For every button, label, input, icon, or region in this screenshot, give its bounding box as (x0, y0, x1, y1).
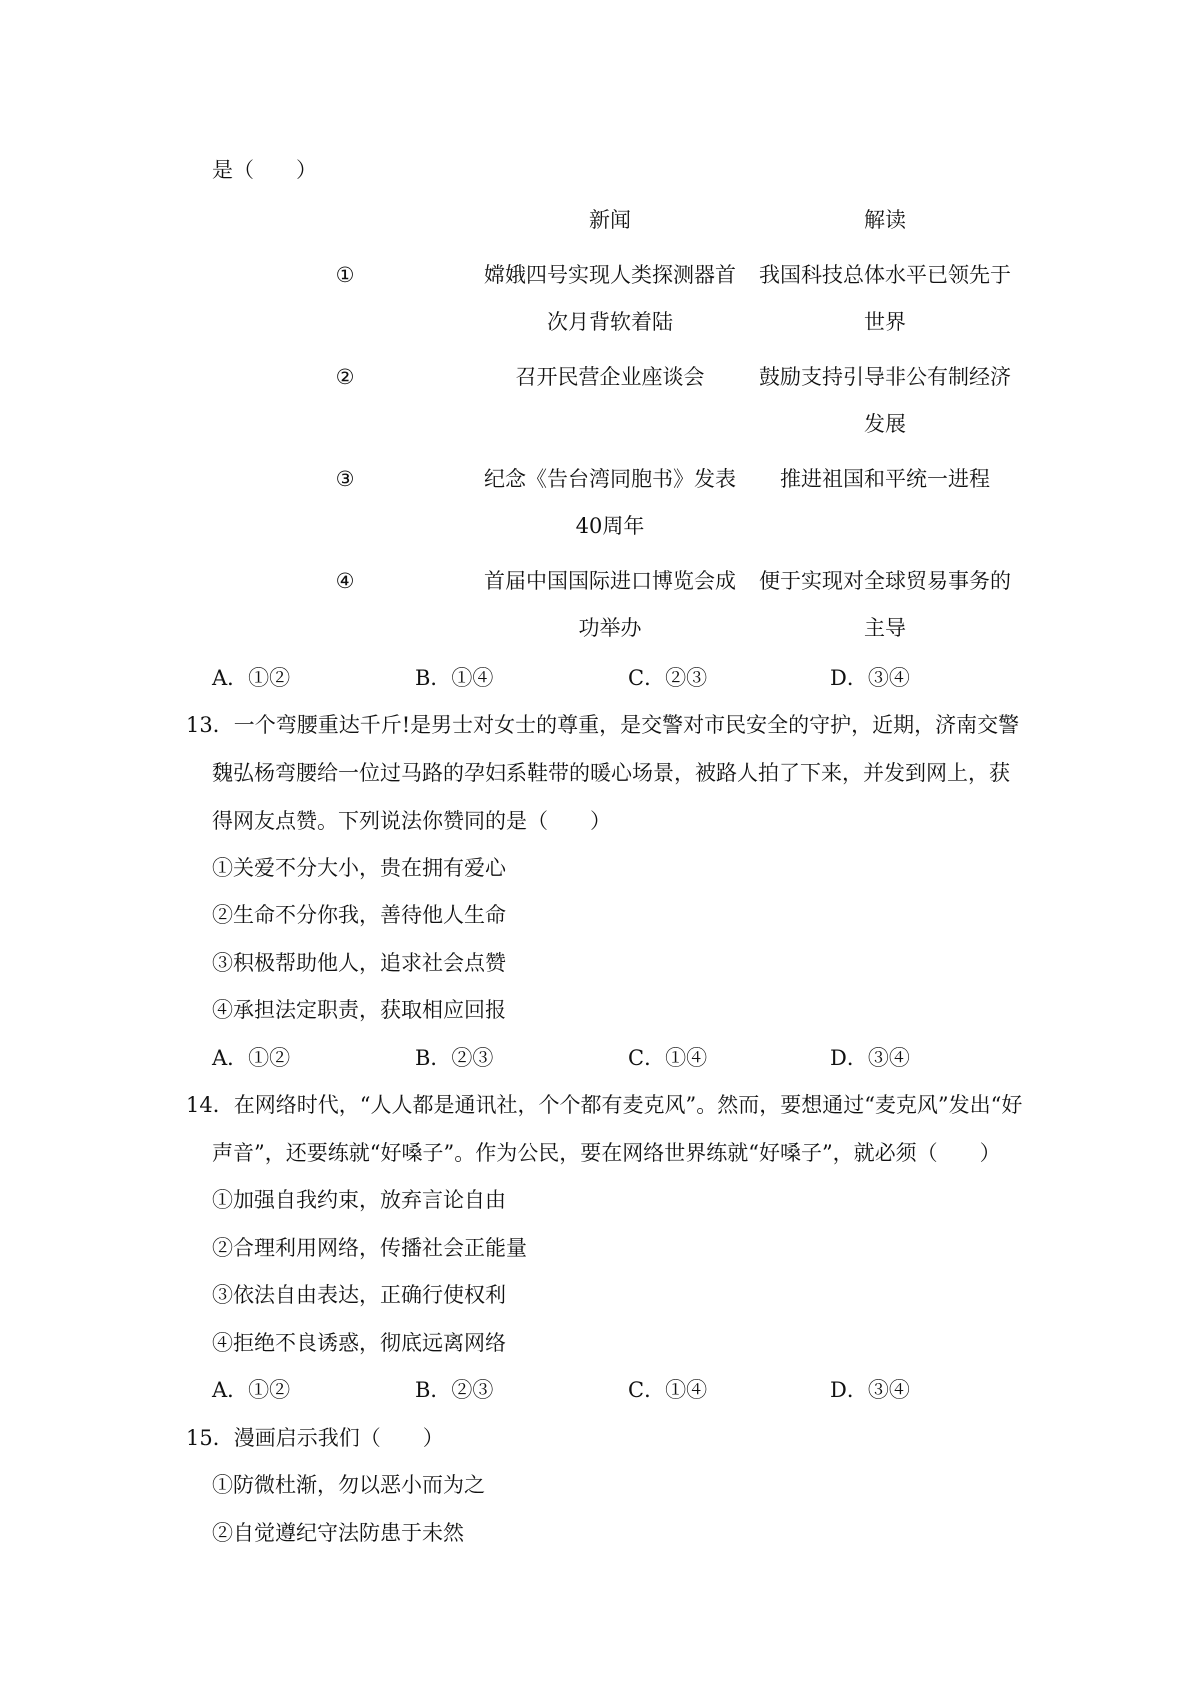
row-reading-line: 我国科技总体水平已领先于 (759, 263, 1011, 287)
table-header-news: 新闻 (589, 208, 631, 232)
choice-b[interactable]: B．①④ (415, 666, 494, 690)
q15-option: ①防微杜渐，勿以恶小而为之 (212, 1473, 485, 1497)
choice-a[interactable]: A．①② (212, 666, 291, 690)
row-reading-line: 世界 (864, 310, 906, 334)
choice-a[interactable]: A．①② (212, 1046, 291, 1070)
q13-option: ②生命不分你我，善待他人生命 (212, 903, 506, 927)
row-mark: ① (335, 263, 355, 287)
choice-b[interactable]: B．②③ (415, 1046, 494, 1070)
row-reading-line: 发展 (864, 412, 906, 436)
q14-stem-line: 声音”，还要练就“好嗓子”。作为公民，要在网络世界练就“好嗓子”，就必须（ ） (212, 1141, 1001, 1165)
q13-stem-line: 得网友点赞。下列说法你赞同的是（ ） (212, 809, 611, 833)
choice-d[interactable]: D．③④ (830, 666, 910, 690)
q13-option: ①关爱不分大小，贵在拥有爱心 (212, 856, 506, 880)
q14-option: ③依法自由表达，正确行使权利 (212, 1283, 506, 1307)
row-mark: ② (335, 365, 355, 389)
q12-stem-tail: 是（ ） (212, 158, 317, 182)
choice-d[interactable]: D．③④ (830, 1378, 910, 1402)
q15-stem: 15．漫画启示我们（ ） (186, 1426, 444, 1450)
q14-option: ②合理利用网络，传播社会正能量 (212, 1236, 527, 1260)
q14-stem-line: 14．在网络时代，“人人都是通讯社，个个都有麦克风”。然而，要想通过“麦克风”发出“好 (186, 1093, 1023, 1117)
row-mark: ③ (335, 467, 355, 491)
row-reading-line: 便于实现对全球贸易事务的 (759, 569, 1011, 593)
choice-c[interactable]: C．②③ (628, 666, 708, 690)
q15-option: ②自觉遵纪守法防患于未然 (212, 1521, 464, 1545)
row-news-line: 40周年 (575, 514, 645, 538)
row-news-line: 召开民营企业座谈会 (515, 365, 705, 389)
row-news-line: 首届中国国际进口博览会成 (484, 569, 736, 593)
choice-d[interactable]: D．③④ (830, 1046, 910, 1070)
q13-stem-line: 13．一个弯腰重达千斤!是男士对女士的尊重，是交警对市民安全的守护，近期，济南交警 (186, 713, 1020, 737)
q14-option: ①加强自我约束，放弃言论自由 (212, 1188, 506, 1212)
row-reading-line: 鼓励支持引导非公有制经济 (759, 365, 1011, 389)
q13-option: ③积极帮助他人，追求社会点赞 (212, 951, 506, 975)
choice-b[interactable]: B．②③ (415, 1378, 494, 1402)
q14-option: ④拒绝不良诱惑，彻底远离网络 (212, 1331, 506, 1355)
row-news-line: 嫦娥四号实现人类探测器首 (484, 263, 736, 287)
q13-option: ④承担法定职责，获取相应回报 (212, 998, 506, 1022)
choice-c[interactable]: C．①④ (628, 1378, 708, 1402)
table-header-reading: 解读 (864, 208, 906, 232)
row-news-line: 功举办 (578, 616, 642, 640)
q13-stem-line: 魏弘杨弯腰给一位过马路的孕妇系鞋带的暖心场景，被路人拍了下来，并发到网上，获 (212, 761, 1010, 785)
choice-a[interactable]: A．①② (212, 1378, 291, 1402)
row-reading-line: 主导 (864, 616, 906, 640)
row-news-line: 纪念《告台湾同胞书》发表 (484, 467, 736, 491)
row-mark: ④ (335, 569, 355, 593)
choice-c[interactable]: C．①④ (628, 1046, 708, 1070)
row-news-line: 次月背软着陆 (547, 310, 673, 334)
row-reading-line: 推进祖国和平统一进程 (780, 467, 990, 491)
